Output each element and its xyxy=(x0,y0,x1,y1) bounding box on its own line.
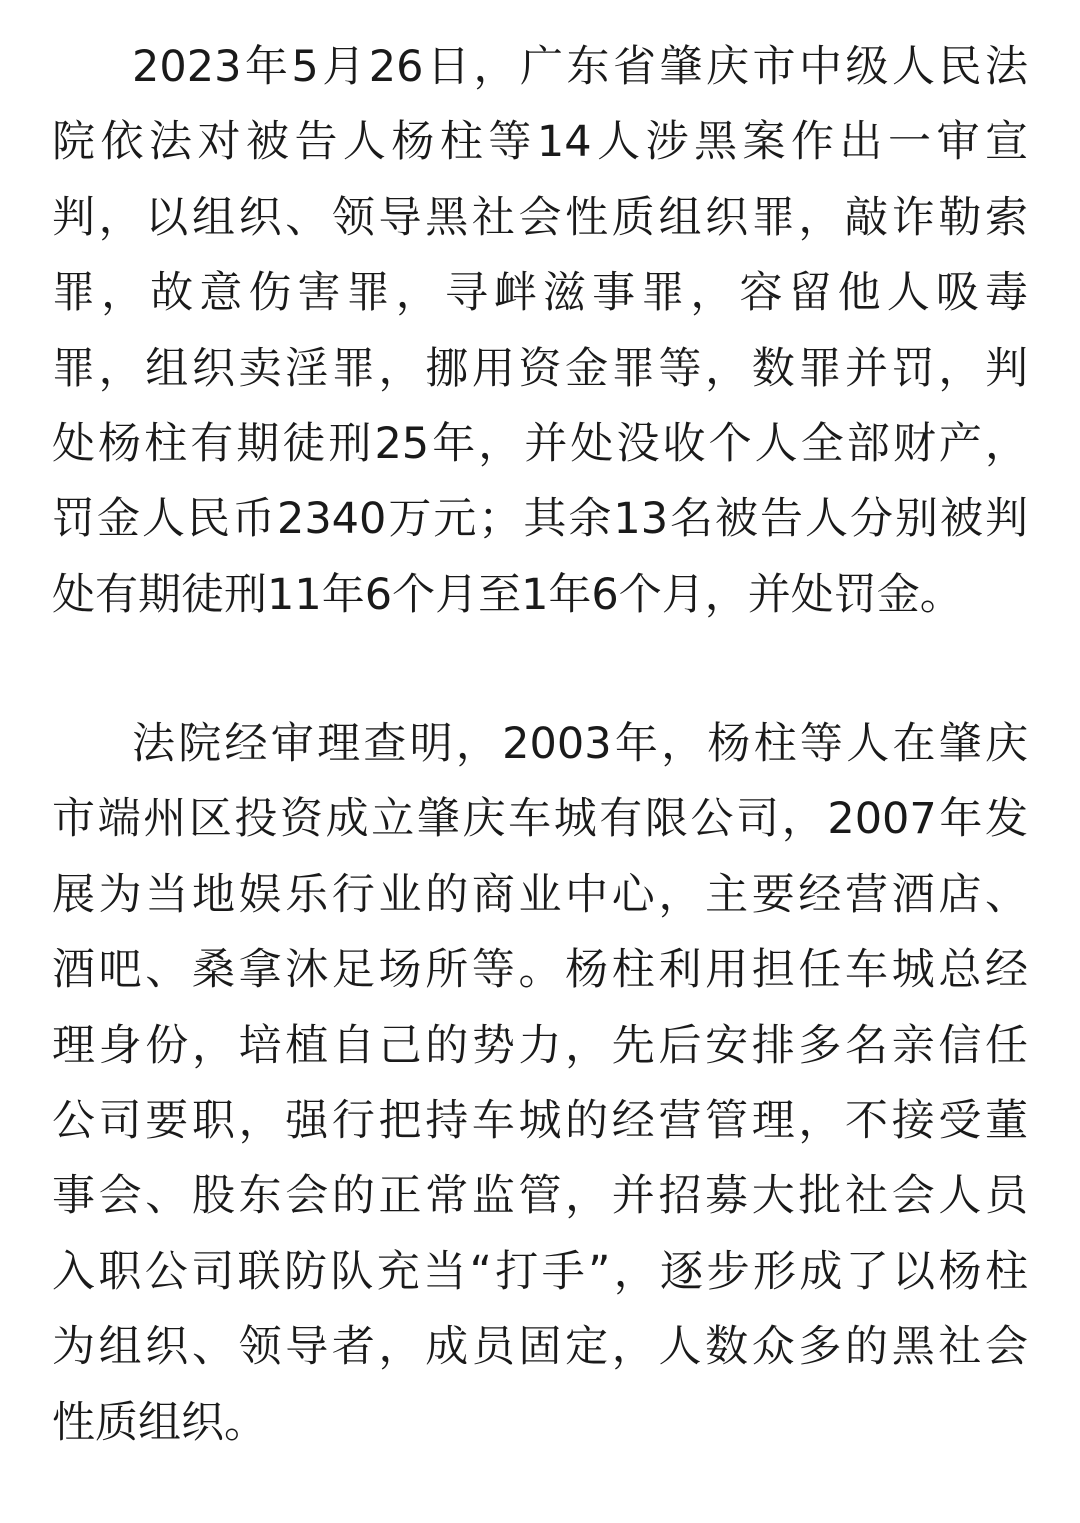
paragraph-verdict xyxy=(52,30,1028,633)
text-line: 市端州区投资成立肇庆车城有限公司，2007年发 xyxy=(52,794,1028,845)
text-line: 公司要职，强行把持车城的经营管理，不接受董 xyxy=(52,1095,1028,1146)
text-line: 理身份，培植自己的势力，先后安排多名亲信任 xyxy=(52,1020,1028,1071)
paragraph-findings xyxy=(52,707,1028,1461)
text-line: 罚金人民币2340万元；其余13名被告人分别被判 xyxy=(52,494,1028,545)
text-line: 展为当地娱乐行业的商业中心，主要经营酒店、 xyxy=(52,869,1028,920)
text-line: 法院经审理查明，2003年，杨柱等人在肇庆 xyxy=(132,719,1028,769)
text-line: 酒吧、桑拿沐足场所等。杨柱利用担任车城总经 xyxy=(52,945,1028,996)
text-line: 处杨柱有期徒刑25年，并处没收个人全部财产， xyxy=(52,418,1028,469)
text-line: 性质组织。 xyxy=(52,1397,267,1448)
text-line: 事会、股东会的正常监管，并招募大批社会人员 xyxy=(52,1171,1028,1222)
text-line: 处有期徒刑11年6个月至1年6个月，并处罚金。 xyxy=(52,569,963,620)
text-line: 罪，故意伤害罪，寻衅滋事罪，容留他人吸毒 xyxy=(52,268,1028,319)
text-line: 判，以组织、领导黑社会性质组织罪，敲诈勒索 xyxy=(52,192,1028,243)
text-line: 入职公司联防队充当“打手”，逐步形成了以杨柱 xyxy=(52,1246,1028,1297)
text-line: 院依法对被告人杨柱等14人涉黑案作出一审宣 xyxy=(52,117,1028,168)
text-line: 2023年5月26日，广东省肇庆市中级人民法 xyxy=(132,42,1028,92)
text-line: 为组织、领导者，成员固定，人数众多的黑社会 xyxy=(52,1322,1028,1373)
text-line: 罪，组织卖淫罪，挪用资金罪等，数罪并罚，判 xyxy=(52,343,1028,394)
